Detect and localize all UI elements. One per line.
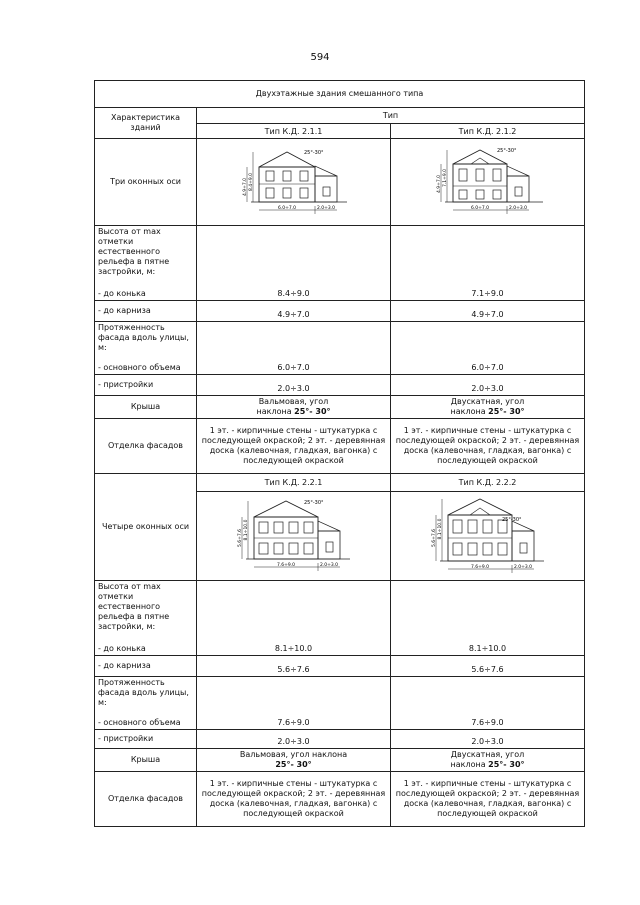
eave-height-row — [95, 301, 585, 322]
ridge-label-2: - до конька — [98, 644, 146, 653]
height-header-2: Высота от max отметки естественного рельефа в пятне застройки, м: — [98, 582, 170, 631]
facade-drawing-2-2-2 — [418, 495, 558, 577]
roof-right — [391, 396, 585, 419]
dim-width-main: 7.6÷9.0 — [276, 563, 295, 568]
drawing-cell-2-2-2 — [391, 492, 585, 581]
roof-row — [95, 396, 585, 419]
roof-left-2-line1: Вальмовая, угол наклона — [239, 750, 348, 759]
table-title: Двухэтажные здания смешанного типа — [95, 81, 585, 108]
extension-right-2: 2.0÷3.0 — [391, 730, 585, 749]
facade-label-cell — [95, 322, 197, 375]
main-volume-label: - основного объема — [98, 363, 181, 372]
angle-label: 25°-30° — [303, 500, 324, 506]
dim-height-ridge: 7.1÷9.0 — [442, 168, 448, 188]
drawing-label-three-axes: Три оконных оси — [95, 139, 197, 226]
ridge-value-left-2: 8.1÷10.0 — [197, 581, 391, 656]
ridge-value-left: 8.4÷9.0 — [197, 226, 391, 301]
main-volume-row — [95, 322, 585, 375]
roof-left-angle: 25°- 30° — [294, 407, 331, 416]
roof-right-angle: 25°- 30° — [488, 407, 525, 416]
finish-row-2 — [95, 772, 585, 827]
facade-drawing-2-1-1 — [229, 142, 359, 222]
facade-header-2: Протяженность фасада вдоль улицы, м: — [98, 678, 189, 707]
column-header-type: Тип — [197, 108, 585, 124]
roof-left-line1: Вальмовая, угол — [258, 397, 329, 406]
height-label-cell-2 — [95, 581, 197, 656]
extension-row — [95, 375, 585, 396]
type-name-2-1-2: Тип К.Д. 2.1.2 — [391, 124, 585, 139]
eave-height-row-2 — [95, 656, 585, 677]
finish-row — [95, 419, 585, 474]
table-header-row — [95, 108, 585, 124]
main-volume-right-2: 7.6÷9.0 — [391, 677, 585, 730]
roof-right-line2 — [394, 407, 581, 417]
dim-width-main: 6.0÷7.0 — [277, 206, 296, 211]
facade-header: Протяженность фасада вдоль улицы, м: — [98, 323, 189, 352]
roof-right-2-line1: Двускатная, угол — [450, 750, 525, 759]
finish-label: Отделка фасадов — [95, 419, 197, 474]
eave-value-left-2: 5.6÷7.6 — [197, 656, 391, 677]
roof-left-2-angle: 25°- 30° — [275, 760, 312, 769]
facade-label-cell-2 — [95, 677, 197, 730]
extension-left-2: 2.0÷3.0 — [197, 730, 391, 749]
roof-right-text: наклона — [450, 407, 486, 416]
roof-label: Крыша — [95, 396, 197, 419]
type-name-2-2-2: Тип К.Д. 2.2.2 — [391, 474, 585, 492]
drawing-row-three-axes — [95, 139, 585, 226]
finish-left: 1 эт. - кирпичные стены - штукатурка с последующей окраской; 2 эт. - деревянная доска (калевочная, гладкая, вагонка) с последующей окраской — [197, 419, 391, 474]
finish-label-2: Отделка фасадов — [95, 772, 197, 827]
ridge-height-row — [95, 226, 585, 301]
extension-left: 2.0÷3.0 — [197, 375, 391, 396]
roof-left-2 — [197, 749, 391, 772]
roof-label-2: Крыша — [95, 749, 197, 772]
extension-label: - пристройки — [95, 375, 197, 396]
main-volume-label-2: - основного объема — [98, 718, 181, 727]
eave-value-right-2: 5.6÷7.6 — [391, 656, 585, 677]
dim-height-ridge: 8.4÷9.0 — [248, 172, 254, 192]
roof-right-2-line2 — [394, 760, 581, 770]
eave-value-left: 4.9÷7.0 — [197, 301, 391, 322]
eave-value-right: 4.9÷7.0 — [391, 301, 585, 322]
dim-height-eave: 4.9÷7.0 — [436, 174, 442, 194]
dim-width-extension: 2.0÷3.0 — [316, 206, 335, 211]
roof-row-2 — [95, 749, 585, 772]
roof-right-2 — [391, 749, 585, 772]
main-volume-right: 6.0÷7.0 — [391, 322, 585, 375]
page-number: 594 — [310, 52, 330, 63]
table-title-row — [95, 81, 585, 108]
finish-left-2: 1 эт. - кирпичные стены - штукатурка с последующей окраской; 2 эт. - деревянная доска (калевочная, гладкая, вагонка) с последующей окраской — [197, 772, 391, 827]
dim-height-eave: 4.9÷7.0 — [242, 177, 248, 197]
drawing-cell-2-1-2 — [391, 139, 585, 226]
extension-row-2 — [95, 730, 585, 749]
type-name-2-1-1: Тип К.Д. 2.1.1 — [197, 124, 391, 139]
main-volume-left-2: 7.6÷9.0 — [197, 677, 391, 730]
eave-label: - до карниза — [95, 301, 197, 322]
extension-right: 2.0÷3.0 — [391, 375, 585, 396]
drawing-cell-2-1-1 — [197, 139, 391, 226]
height-header: Высота от max отметки естественного рельефа в пятне застройки, м: — [98, 227, 170, 276]
column-header-characteristic: Характеристика зданий — [95, 108, 197, 139]
roof-right-line1: Двускатная, угол — [450, 397, 525, 406]
finish-right: 1 эт. - кирпичные стены - штукатурка с последующей окраской; 2 эт. - деревянная доска (калевочная, гладкая, вагонка) с последующей окраской — [391, 419, 585, 474]
dim-width-extension: 2.0÷3.0 — [513, 565, 532, 570]
building-types-table — [94, 80, 585, 827]
main-volume-row-2 — [95, 677, 585, 730]
dim-width-extension: 2.0÷3.0 — [508, 206, 527, 211]
type-name-2-2-1: Тип К.Д. 2.2.1 — [197, 474, 391, 492]
roof-right-2-angle: 25°- 30° — [488, 760, 525, 769]
ridge-height-row-2 — [95, 581, 585, 656]
roof-left-line2 — [200, 407, 387, 417]
facade-drawing-2-2-1 — [224, 495, 364, 577]
facade-drawing-2-1-2 — [423, 142, 553, 222]
angle-label: 25°-30° — [303, 150, 324, 156]
dim-width-main: 6.0÷7.0 — [470, 206, 489, 211]
roof-right-2-text: наклона — [450, 760, 486, 769]
drawing-cell-2-2-1 — [197, 492, 391, 581]
ridge-value-right: 7.1÷9.0 — [391, 226, 585, 301]
angle-label: 25°-30° — [496, 148, 517, 154]
finish-right-2: 1 эт. - кирпичные стены - штукатурка с последующей окраской; 2 эт. - деревянная доска (калевочная, гладкая, вагонка) с последующей окраской — [391, 772, 585, 827]
drawing-label-four-axes: Четыре оконных оси — [95, 474, 197, 581]
ridge-value-right-2: 8.1÷10.0 — [391, 581, 585, 656]
dim-height-eave: 5.6÷7.6 — [237, 528, 243, 548]
extension-label-2: - пристройки — [95, 730, 197, 749]
dim-height-eave: 5.6÷7.6 — [431, 528, 437, 548]
dim-width-extension: 2.0÷3.0 — [319, 563, 338, 568]
dim-height-ridge: 8.1÷10.0 — [437, 518, 443, 540]
dim-width-main: 7.6÷9.0 — [470, 565, 489, 570]
height-label-cell — [95, 226, 197, 301]
dim-height-ridge: 8.1÷10.0 — [243, 519, 249, 541]
roof-left — [197, 396, 391, 419]
type-names-row-2 — [95, 474, 585, 492]
angle-label: 25°-30° — [501, 517, 522, 523]
eave-label-2: - до карниза — [95, 656, 197, 677]
main-volume-left: 6.0÷7.0 — [197, 322, 391, 375]
ridge-label: - до конька — [98, 289, 146, 298]
roof-left-text: наклона — [256, 407, 292, 416]
